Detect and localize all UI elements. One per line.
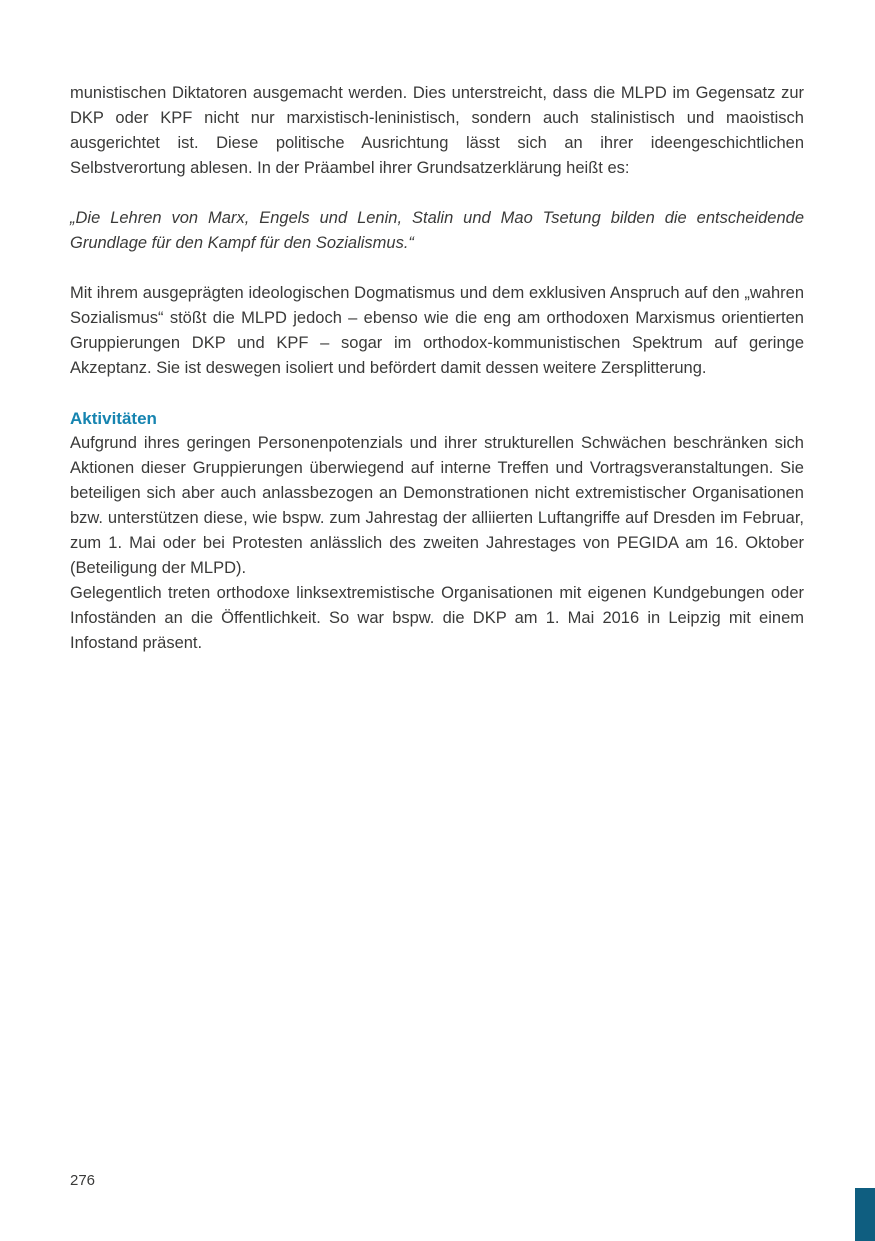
block-quote: „Die Lehren von Marx, Engels und Lenin, Stalin und Mao Tsetung bilden die entscheidende Grundlage für den Kampf für den Sozialismus.“ <box>70 209 804 252</box>
body-paragraph-aktivitaeten-1: Aufgrund ihres geringen Personenpotenzials und ihrer strukturellen Schwächen beschränken sich Aktionen dieser Gruppierungen überwiegend auf interne Treffen und Vortragsveranstaltungen. Sie beteiligen sich aber auch anlassbezogen an Demonstrationen nicht extremistischer Organisationen bzw. unterstützen diese, wie bspw. zum Jahrestag der alliierten Luftangriffe auf Dresden im Februar, zum 1. Mai oder bei Protesten anlässlich des zweiten Jahrestages von PEGIDA am 16. Oktober (Beteiligung der MLPD). <box>70 434 804 577</box>
chapter-tab-marker <box>855 1188 875 1241</box>
body-paragraph-mlpd: Mit ihrem ausgeprägten ideologischen Dogmatismus und dem exklusiven Anspruch auf den „wahren Sozialismus“ stößt die MLPD jedoch – ebenso wie die eng am orthodoxen Marxismus orientierten Gruppierungen DKP und KPF – sogar im orthodox-kommunistischen Spektrum auf geringe Akzeptanz. Sie ist deswegen isoliert und befördert damit dessen weitere Zersplitterung. <box>70 284 804 377</box>
text-column <box>70 81 804 656</box>
page-number: 276 <box>70 1172 96 1189</box>
body-paragraph-intro: munistischen Diktatoren ausgemacht werden. Dies unterstreicht, dass die MLPD im Gegensatz zur DKP oder KPF nicht nur marxistisch-leninistisch, sondern auch stalinistisch und maoistisch ausgerichtet ist. Diese politische Ausrichtung lässt sich an ihrer ideengeschichtlichen Selbstverortung ablesen. In der Präambel ihrer Grundsatzerklärung heißt es: <box>70 84 804 177</box>
body-paragraph-aktivitaeten-2: Gelegentlich treten orthodoxe linksextremistische Organisationen mit eigenen Kundgebungen oder Infoständen an die Öffentlichkeit. So war bspw. die DKP am 1. Mai 2016 in Leipzig mit einem Infostand präsent. <box>70 584 804 652</box>
section-heading-aktivitaeten: Aktivitäten <box>70 409 157 428</box>
